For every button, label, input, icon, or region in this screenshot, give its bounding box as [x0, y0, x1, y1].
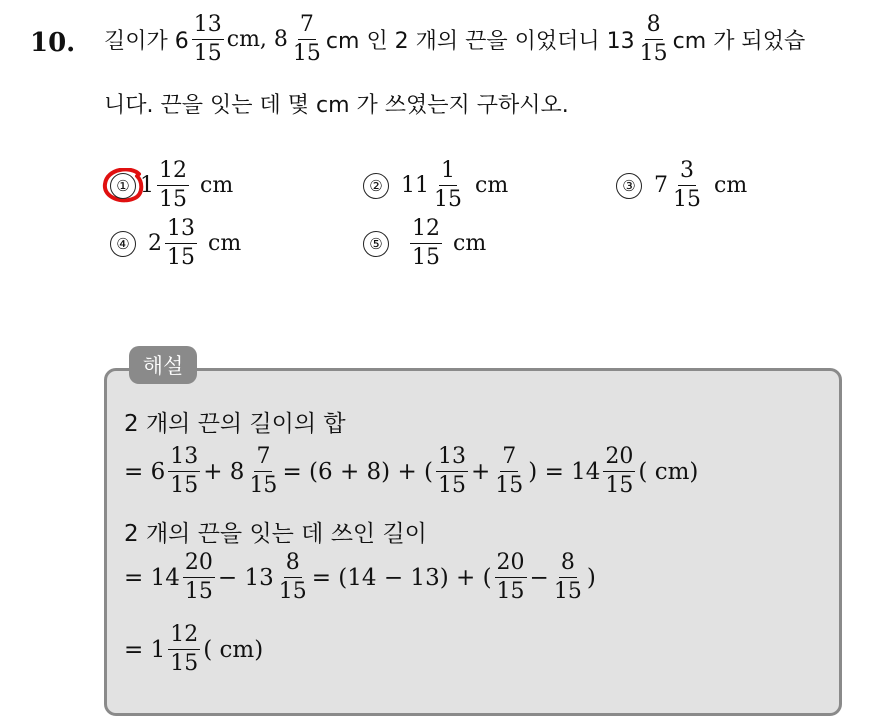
- question-text: cm 가 되었습: [672, 29, 806, 54]
- fraction: $\frac{12}{15}$: [170, 622, 199, 676]
- choice-unit: cm: [200, 173, 234, 198]
- fraction: $\frac{12}{15}$: [412, 216, 440, 270]
- math-text: = 14: [124, 564, 180, 591]
- math-text: +: [471, 458, 491, 485]
- choice-2[interactable]: [363, 160, 508, 211]
- solution-tag: 해설: [129, 346, 197, 384]
- choice-unit: cm: [475, 173, 509, 198]
- fraction: $\frac{7}{15}$: [495, 444, 524, 498]
- math-text: ): [586, 564, 596, 591]
- fraction: $\frac{13}{15}$: [167, 216, 195, 270]
- math-text: −: [529, 564, 549, 591]
- choice-whole: 2: [148, 231, 162, 256]
- question-line-1: [104, 14, 805, 65]
- solution-line-3: 2 개의 끈을 잇는 데 쓰인 길이: [124, 521, 427, 547]
- choice-number: ③: [616, 173, 642, 199]
- math-text: ) = 14: [528, 458, 601, 485]
- choice-number: ⑤: [363, 231, 389, 257]
- choice-number: ④: [110, 231, 136, 257]
- math-text: ( cm): [638, 458, 699, 485]
- math-text: − 13: [217, 564, 274, 591]
- solution-line-2: [124, 446, 698, 497]
- choice-4[interactable]: [110, 218, 241, 269]
- math-text: = 1: [124, 636, 166, 663]
- fraction: $\frac{8}{15}$: [639, 12, 668, 66]
- fraction: $\frac{1}{15}$: [434, 158, 462, 212]
- choice-number: ②: [363, 173, 389, 199]
- fraction: $\frac{13}{15}$: [438, 444, 466, 498]
- fraction: $\frac{12}{15}$: [159, 158, 187, 212]
- fraction: $\frac{8}{15}$: [553, 550, 582, 604]
- question-line-2: 니다. 끈을 잇는 데 몇 cm 가 쓰였는지 구하시오.: [104, 93, 569, 118]
- choice-whole: 11: [401, 173, 429, 198]
- math-text: = (6 + 8) + (: [282, 458, 433, 485]
- fraction: $\frac{8}{15}$: [278, 550, 307, 604]
- fraction: $\frac{7}{15}$: [249, 444, 278, 498]
- fraction: $\frac{7}{15}$: [292, 12, 321, 66]
- math-text: = (14 − 13) + (: [311, 564, 492, 591]
- choice-5[interactable]: [363, 218, 486, 269]
- question-text: 길이가 6: [104, 29, 189, 54]
- fraction: $\frac{13}{15}$: [193, 12, 222, 66]
- choice-1[interactable]: [110, 160, 233, 211]
- math-text: ( cm): [203, 636, 264, 663]
- fraction: $\frac{20}{15}$: [605, 444, 634, 498]
- choice-unit: cm: [208, 231, 242, 256]
- question-text: cm 인 2 개의 끈을 이었더니 13: [325, 29, 635, 54]
- choice-whole: 1: [140, 173, 154, 198]
- question-text: cm, 8: [226, 27, 288, 52]
- fraction: $\frac{13}{15}$: [170, 444, 199, 498]
- choice-unit: cm: [453, 231, 487, 256]
- solution-line-4: [124, 552, 596, 603]
- choice-whole: 7: [654, 173, 668, 198]
- fraction: $\frac{20}{15}$: [184, 550, 213, 604]
- math-text: + 8: [203, 458, 245, 485]
- math-text: = 6: [124, 458, 166, 485]
- fraction: $\frac{20}{15}$: [496, 550, 525, 604]
- question-number: 10.: [30, 28, 76, 58]
- choice-unit: cm: [714, 173, 748, 198]
- solution-line-5: [124, 624, 263, 675]
- fraction: $\frac{3}{15}$: [673, 158, 701, 212]
- solution-line-1: 2 개의 끈의 길이의 합: [124, 411, 346, 437]
- choice-3[interactable]: [616, 160, 747, 211]
- choice-number: ①: [110, 173, 136, 199]
